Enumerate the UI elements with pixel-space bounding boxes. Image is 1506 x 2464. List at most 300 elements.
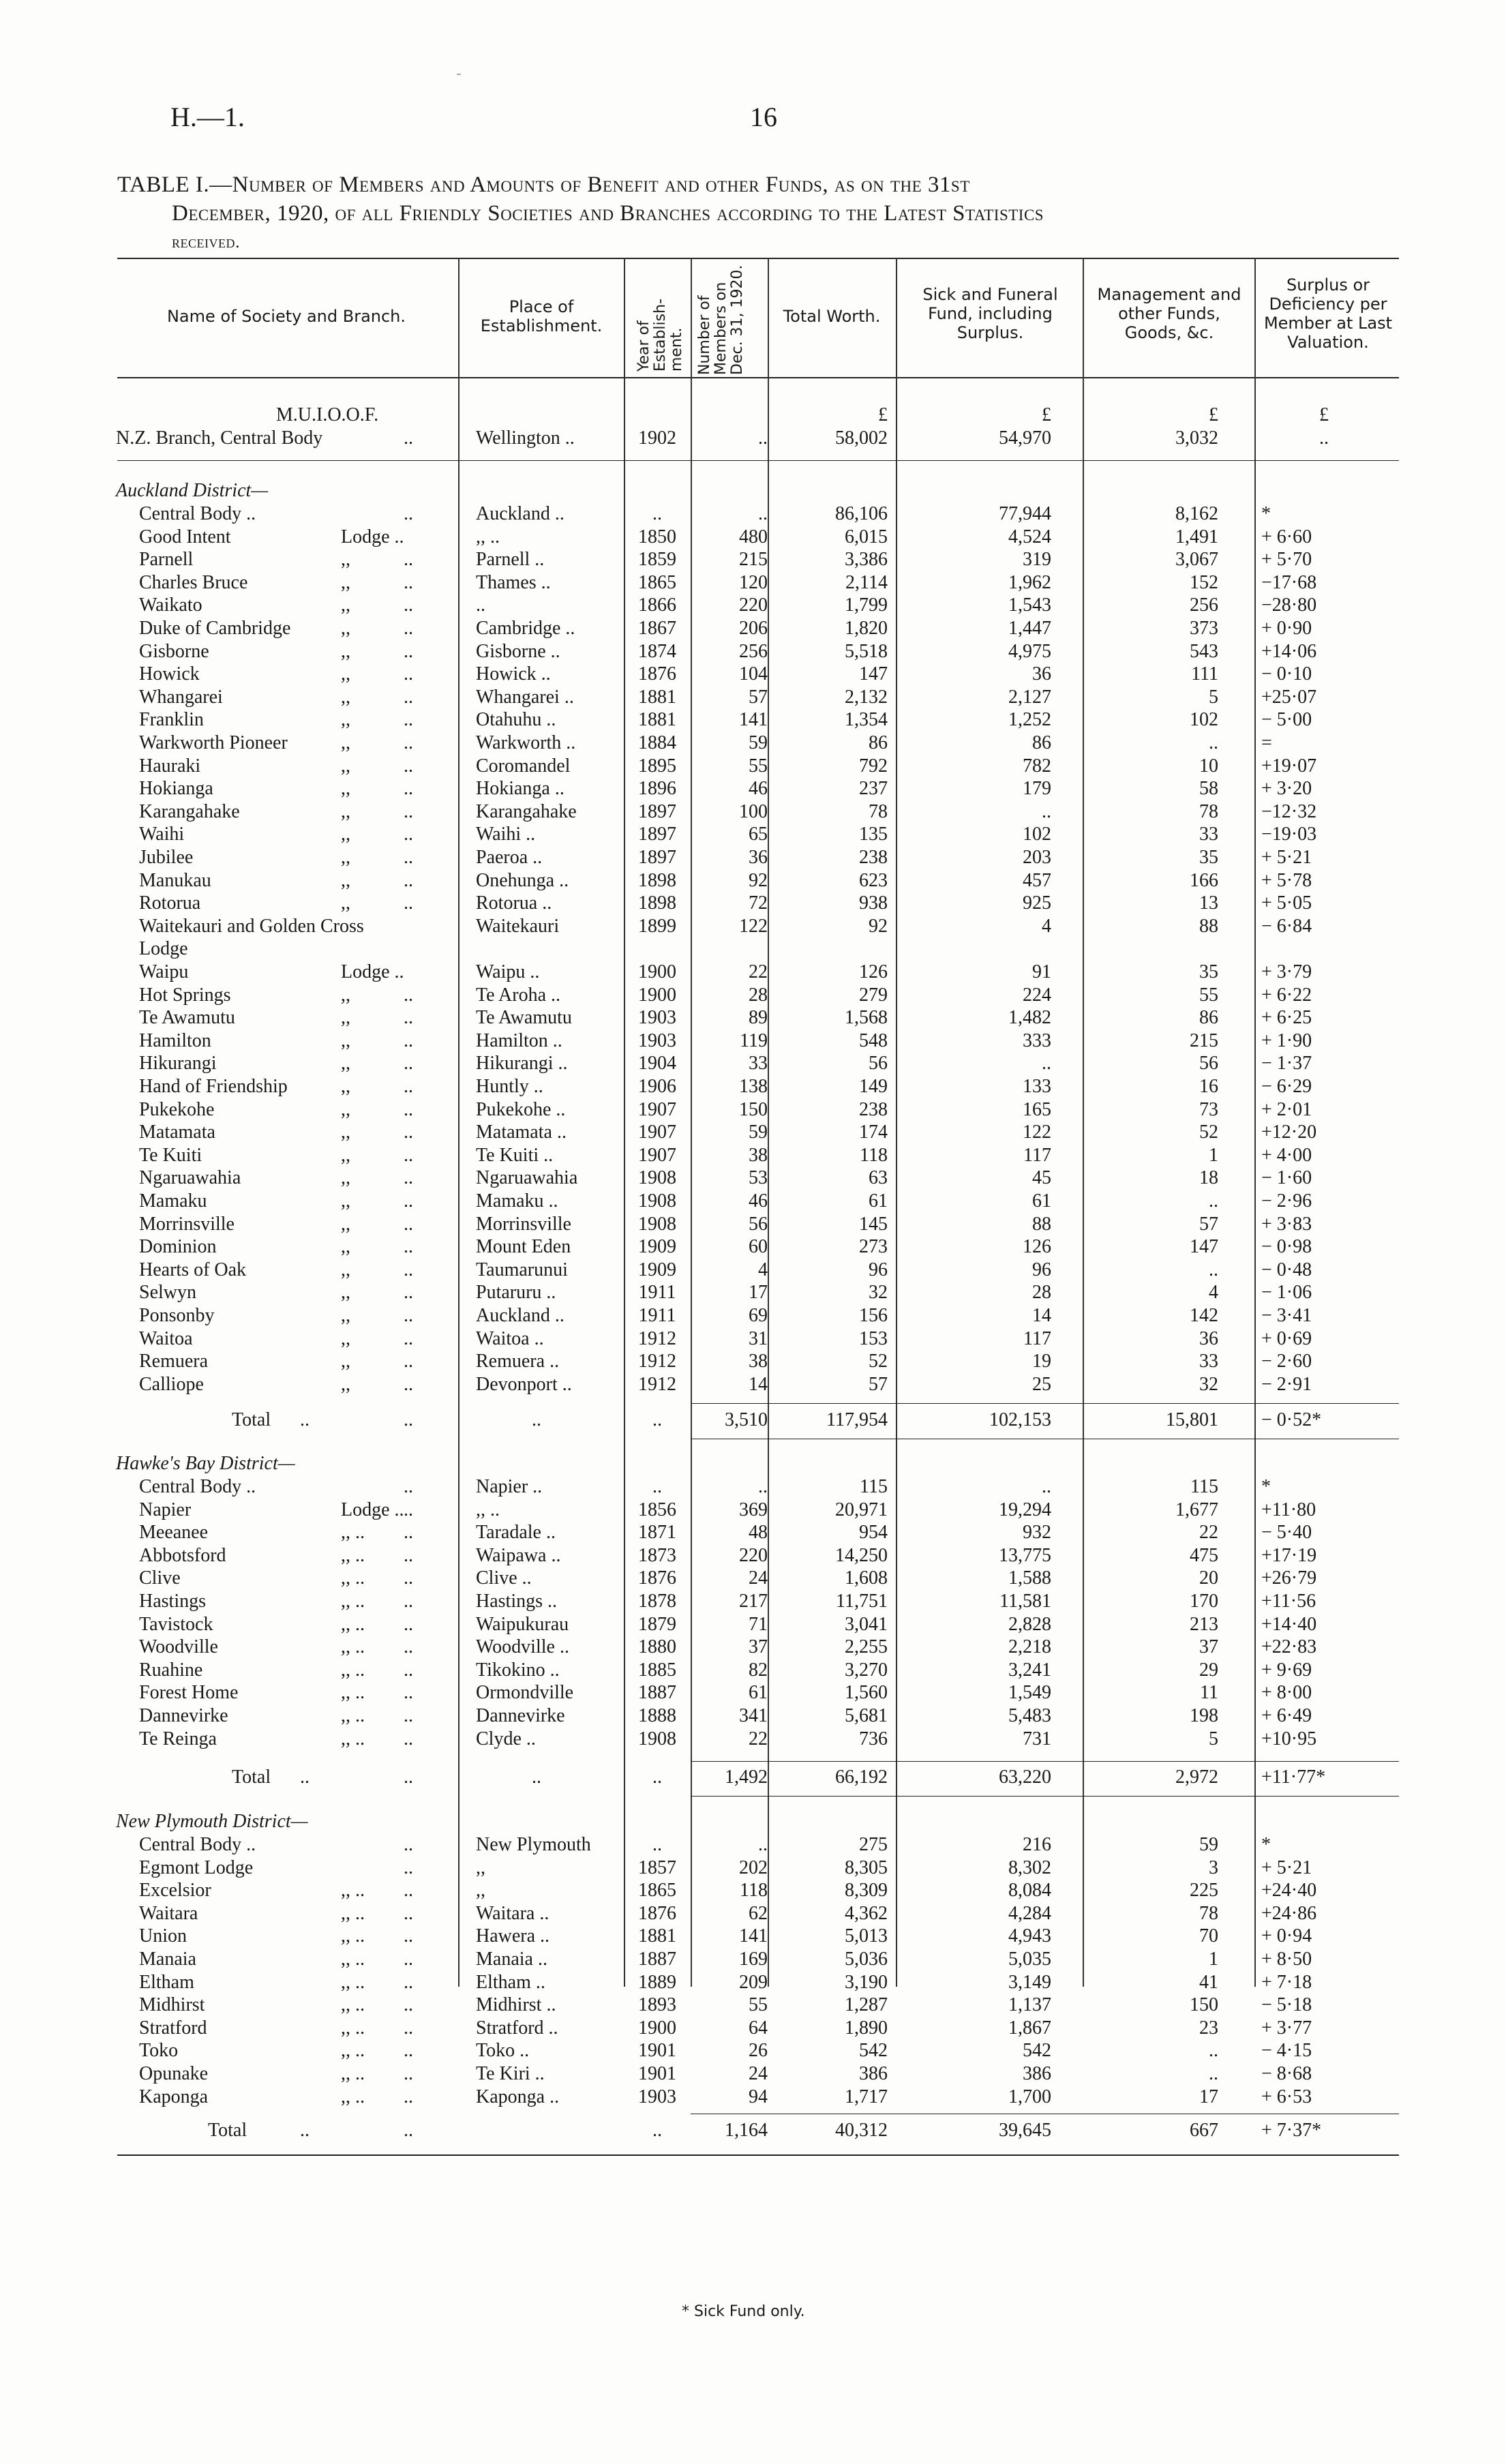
members: 48 — [749, 1522, 768, 1544]
dots: .. — [404, 1409, 413, 1430]
dots: .. — [404, 549, 413, 571]
surplus: + 7·37* — [1261, 2120, 1322, 2141]
surplus: − 1·37 — [1261, 1053, 1312, 1075]
year: 1907 — [638, 1122, 676, 1143]
members: 217 — [739, 1591, 768, 1612]
year: 1907 — [638, 1144, 676, 1166]
dots: .. — [404, 1122, 413, 1143]
year: 1909 — [638, 1259, 676, 1280]
dots: .. — [404, 1682, 413, 1704]
dots: .. — [404, 686, 413, 708]
branch-name: Pukekohe — [139, 1098, 215, 1120]
table-row — [0, 1971, 1506, 1994]
surplus: +11·56 — [1261, 1591, 1316, 1612]
total-worth: 118 — [860, 1144, 888, 1166]
management-fund: 23 — [1199, 2017, 1218, 2039]
year: .. — [652, 503, 662, 524]
management-fund: 150 — [1190, 1994, 1218, 2016]
dots: .. — [404, 1636, 413, 1658]
branch-name: Excelsior — [139, 1880, 211, 1902]
surplus: * — [1261, 1834, 1271, 1855]
district-name: New Plymouth District— — [116, 1811, 308, 1832]
surplus: = — [1261, 732, 1272, 753]
management-fund: 86 — [1199, 1007, 1218, 1029]
table-row — [0, 984, 1506, 1006]
dots: .. — [404, 595, 413, 616]
management-fund: 667 — [1190, 2120, 1218, 2141]
header-place: Place of Establishment. — [480, 297, 603, 335]
dots: .. — [404, 2120, 413, 2141]
dots: .. — [404, 2017, 413, 2039]
total-worth: 86,106 — [835, 503, 888, 524]
place: Waihi .. — [476, 824, 536, 845]
table-title — [117, 170, 1399, 256]
branch-name: Hauraki — [139, 755, 201, 777]
lodge-ditto: ,, — [341, 709, 350, 731]
place: Auckland .. — [476, 503, 564, 524]
members: 22 — [749, 961, 768, 982]
lodge-ditto: ,, — [341, 1305, 350, 1326]
year: 1874 — [638, 640, 676, 662]
members: 53 — [749, 1167, 768, 1189]
members: 141 — [739, 709, 768, 731]
table-row — [0, 526, 1506, 548]
members: 122 — [739, 915, 768, 937]
management-fund: 373 — [1190, 618, 1218, 639]
table-row — [0, 617, 1506, 640]
dots: .. — [404, 1282, 413, 1304]
sick-fund: 5,483 — [1008, 1705, 1051, 1726]
year: 1888 — [638, 1705, 676, 1726]
branch-name: Matamata — [139, 1122, 215, 1143]
place: Hastings .. — [476, 1591, 557, 1612]
total-worth: 1,608 — [845, 1567, 888, 1589]
year: 1884 — [638, 732, 676, 753]
year: 1873 — [638, 1544, 676, 1566]
district-heading — [0, 1810, 1506, 1833]
lodge-ditto: ,, .. — [341, 2063, 365, 2084]
branch-name: Te Kuiti — [139, 1144, 202, 1166]
dots: .. — [404, 755, 413, 777]
surplus: + 6·49 — [1261, 1705, 1312, 1726]
branch-name: Te Reinga — [139, 1728, 217, 1749]
members: 118 — [740, 1880, 768, 1902]
lodge-ditto: Lodge .. — [341, 526, 404, 547]
branch-name: Dannevirke — [139, 1705, 228, 1726]
dots: .. — [404, 800, 413, 822]
dots: .. — [404, 1167, 413, 1189]
members: .. — [758, 503, 768, 524]
dots: .. — [404, 2063, 413, 2084]
lodge-ditto: ,, .. — [341, 1682, 365, 1704]
branch-name: Hikurangi — [139, 1053, 217, 1075]
lodge-ditto: ,, — [341, 640, 350, 662]
table-row — [0, 823, 1506, 845]
sick-fund: 1,588 — [1008, 1567, 1051, 1589]
district-name: Auckland District— — [116, 480, 269, 501]
sick-fund: 925 — [1023, 892, 1051, 914]
dots: .. — [404, 1705, 413, 1726]
header-surplus: Surplus or Deficiency per Member at Last Valuation. — [1263, 275, 1393, 352]
sick-fund: 19 — [1032, 1351, 1051, 1372]
table-row — [0, 1075, 1506, 1098]
members: 36 — [749, 847, 768, 868]
lodge-ditto: ,, .. — [341, 1591, 365, 1612]
year: 1857 — [638, 1857, 676, 1878]
total-worth: 56 — [869, 1053, 888, 1075]
total-worth: 147 — [859, 663, 888, 685]
total-worth: 279 — [859, 984, 888, 1006]
management-fund: 225 — [1190, 1880, 1218, 1902]
members: 24 — [749, 2063, 768, 2084]
members: 1,492 — [725, 1767, 768, 1788]
branch-name: Ponsonby — [139, 1305, 215, 1326]
surplus: −12·32 — [1261, 800, 1317, 822]
members: 33 — [749, 1053, 768, 1075]
dots: .. — [404, 1499, 413, 1520]
surplus: − 1·60 — [1261, 1167, 1312, 1189]
year: 1911 — [638, 1305, 676, 1326]
branch-name: Tavistock — [139, 1613, 213, 1635]
table-row — [0, 686, 1506, 708]
year: 1893 — [638, 1994, 676, 2016]
place: Cambridge .. — [476, 618, 575, 639]
year: 1865 — [638, 571, 676, 593]
branch-name: Parnell — [139, 549, 194, 571]
surplus: + 0·94 — [1261, 1925, 1312, 1947]
members: 57 — [749, 686, 768, 708]
dots: .. — [300, 2120, 310, 2141]
dots: .. — [404, 1767, 413, 1788]
table-row — [0, 1030, 1506, 1052]
place: Te Awamutu — [476, 1007, 572, 1029]
sick-fund: 1,549 — [1008, 1682, 1051, 1704]
sick-fund: 1,700 — [1008, 2086, 1051, 2107]
members: 220 — [739, 595, 768, 616]
branch-name: Ruahine — [139, 1659, 203, 1681]
branch-name: Selwyn — [139, 1282, 196, 1304]
lodge-ditto: ,, — [341, 800, 350, 822]
title-line-2: December, 1920, of all Friendly Societies and Branches according to the Latest Statistics — [172, 201, 1044, 226]
sick-fund: 36 — [1032, 663, 1051, 685]
table-row — [0, 1499, 1506, 1521]
place: Huntly .. — [476, 1076, 543, 1097]
year: 1901 — [638, 2040, 676, 2062]
dots: .. — [404, 984, 413, 1006]
place: Te Aroha .. — [476, 984, 561, 1006]
management-fund: 52 — [1199, 1122, 1218, 1143]
table-row — [0, 1327, 1506, 1350]
management-fund: 142 — [1190, 1305, 1218, 1326]
branch-name: Waitoa — [139, 1327, 193, 1349]
total-worth: 61 — [869, 1190, 888, 1212]
table-row — [0, 1167, 1506, 1189]
dots: .. — [404, 1351, 413, 1372]
dots: .. — [404, 1007, 413, 1029]
place: Thames .. — [476, 571, 551, 593]
table-bottom-rule — [117, 2154, 1399, 2156]
surplus: −17·68 — [1261, 571, 1317, 593]
dots: .. — [404, 1476, 413, 1497]
surplus: + 7·18 — [1261, 1971, 1312, 1993]
year: .. — [652, 1409, 662, 1430]
lodge-ditto: ,, .. — [341, 1613, 365, 1635]
management-fund: 35 — [1199, 847, 1218, 868]
surplus: +24·86 — [1261, 1902, 1317, 1924]
surplus: + 0·69 — [1261, 1327, 1312, 1349]
title-line-3: received. — [172, 232, 240, 252]
branch-name: Lodge — [139, 938, 188, 960]
branch-name: Manaia — [139, 1949, 196, 1970]
table-row — [0, 1052, 1506, 1075]
year: 1903 — [638, 2086, 676, 2107]
lodge-ditto: ,, — [341, 618, 350, 639]
management-fund: .. — [1209, 2040, 1218, 2062]
management-fund: 2,972 — [1175, 1767, 1218, 1788]
surplus: − 1·06 — [1261, 1282, 1312, 1304]
sick-fund: 96 — [1032, 1259, 1051, 1280]
surplus: + 6·53 — [1261, 2086, 1312, 2107]
total-worth: 3,386 — [845, 549, 888, 571]
table-row — [0, 777, 1506, 800]
sick-fund: 216 — [1023, 1834, 1051, 1855]
sick-fund: 1,482 — [1008, 1007, 1051, 1029]
table-row — [0, 1006, 1506, 1029]
branch-name: Abbotsford — [139, 1544, 226, 1566]
dots: .. — [404, 892, 413, 914]
currency-symbol: £ — [878, 404, 888, 425]
lodge-ditto: ,, .. — [341, 1659, 365, 1681]
year: 1911 — [638, 1282, 676, 1304]
place: Hawera .. — [476, 1925, 550, 1947]
header-management: Management and other Funds, Goods, &c. — [1097, 285, 1241, 342]
management-fund: 152 — [1190, 571, 1218, 593]
members: 59 — [749, 732, 768, 753]
place: Onehunga .. — [476, 869, 569, 891]
sick-fund: 11,581 — [999, 1591, 1051, 1612]
branch-name: Hand of Friendship — [139, 1076, 288, 1097]
surplus: +11·77* — [1261, 1767, 1326, 1788]
year: 1901 — [638, 2063, 676, 2084]
total-worth: 135 — [859, 824, 888, 845]
branch-name: Te Awamutu — [139, 1007, 235, 1029]
total-worth: 623 — [859, 869, 888, 891]
surplus: + 8·00 — [1261, 1682, 1312, 1704]
lodge-ditto: ,, — [341, 1098, 350, 1120]
table-row — [0, 502, 1506, 525]
table-row — [0, 915, 1506, 937]
sick-fund: 2,127 — [1008, 686, 1051, 708]
sick-fund: 932 — [1023, 1522, 1051, 1544]
sick-fund: 4 — [1042, 915, 1051, 937]
lodge-ditto: ,, — [341, 595, 350, 616]
surplus: +17·19 — [1261, 1544, 1317, 1566]
surplus: + 0·90 — [1261, 618, 1312, 639]
total-rule — [691, 1761, 1399, 1762]
branch-name: Charles Bruce — [139, 571, 248, 593]
table-row — [0, 1259, 1506, 1281]
total-worth: 8,309 — [845, 1880, 888, 1902]
branch-name: Duke of Cambridge — [139, 618, 291, 639]
branch-name: N.Z. Branch, Central Body — [116, 427, 323, 449]
surplus: − 0·98 — [1261, 1236, 1312, 1258]
dots: .. — [404, 1925, 413, 1947]
place: Ngaruawahia — [476, 1167, 578, 1189]
members: 14 — [749, 1373, 768, 1395]
place: .. — [476, 595, 485, 616]
lodge-ditto: ,, .. — [341, 1880, 365, 1902]
year: 1908 — [638, 1167, 676, 1189]
district-heading — [0, 479, 1506, 502]
lodge-ditto: ,, .. — [341, 1544, 365, 1566]
lodge-ditto: ,, — [341, 663, 350, 685]
place: Paeroa .. — [476, 847, 543, 868]
members: 169 — [739, 1949, 768, 1970]
place: Kaponga .. — [476, 2086, 560, 2107]
year: 1912 — [638, 1373, 676, 1395]
total-worth: 115 — [860, 1476, 888, 1497]
table-row — [0, 640, 1506, 663]
members: 120 — [739, 571, 768, 593]
management-fund: 5 — [1209, 1728, 1218, 1749]
place: Manaia .. — [476, 1949, 547, 1970]
lodge-ditto: ,, .. — [341, 1971, 365, 1993]
branch-name: Napier — [139, 1499, 192, 1520]
management-fund: 1 — [1209, 1949, 1218, 1970]
management-fund: 78 — [1199, 1902, 1218, 1924]
dots: .. — [300, 1767, 310, 1788]
sick-fund: 39,645 — [999, 2120, 1051, 2141]
total-worth: 1,568 — [845, 1007, 888, 1029]
total-label: Total — [232, 1409, 271, 1430]
total-worth: 542 — [859, 2040, 888, 2062]
place: Mamaku .. — [476, 1190, 558, 1212]
total-row — [0, 1409, 1506, 1431]
table-row — [0, 427, 1506, 449]
table-row — [0, 1350, 1506, 1372]
branch-name: Eltham — [139, 1971, 194, 1993]
year: 1856 — [638, 1499, 676, 1520]
total-worth: 1,890 — [845, 2017, 888, 2039]
place: Remuera .. — [476, 1351, 560, 1372]
management-fund: 115 — [1190, 1476, 1218, 1497]
place: Hokianga .. — [476, 778, 564, 800]
lodge-ditto: ,, — [341, 686, 350, 708]
sick-fund: .. — [1042, 1053, 1051, 1075]
management-fund: .. — [1209, 1259, 1218, 1280]
lodge-ditto: ,, — [341, 1373, 350, 1395]
surplus: − 8·68 — [1261, 2063, 1312, 2084]
sick-fund: 122 — [1023, 1122, 1051, 1143]
table-row — [0, 2062, 1506, 2085]
year: 1908 — [638, 1213, 676, 1235]
members: 89 — [749, 1007, 768, 1029]
year: 1866 — [638, 595, 676, 616]
header-bottom-rule — [117, 377, 1399, 378]
lodge-ditto: Lodge .. — [341, 961, 404, 982]
lodge-ditto: ,, — [341, 1053, 350, 1075]
members: 56 — [749, 1213, 768, 1235]
total-worth: 4,362 — [845, 1902, 888, 1924]
dots: .. — [404, 1659, 413, 1681]
sick-fund: 2,828 — [1008, 1613, 1051, 1635]
management-fund: 166 — [1190, 869, 1218, 891]
sick-fund: 333 — [1023, 1030, 1051, 1051]
total-worth: 5,013 — [845, 1925, 888, 1947]
lodge-ditto: ,, .. — [341, 2017, 365, 2039]
place: Karangahake — [476, 800, 577, 822]
place: Clive .. — [476, 1567, 532, 1589]
year: 1881 — [638, 1925, 676, 1947]
branch-name: Waitara — [139, 1902, 198, 1924]
currency-symbol: £ — [1042, 404, 1051, 425]
dots: .. — [404, 640, 413, 662]
surplus: + 5·78 — [1261, 869, 1312, 891]
members: 65 — [749, 824, 768, 845]
lodge-ditto: ,, — [341, 1030, 350, 1051]
branch-name: Hamilton — [139, 1030, 211, 1051]
members: 61 — [749, 1682, 768, 1704]
management-fund: 13 — [1199, 892, 1218, 914]
table-row — [0, 1121, 1506, 1143]
table-row — [0, 1902, 1506, 1925]
total-worth: 273 — [859, 1236, 888, 1258]
branch-name: Kaponga — [139, 2086, 209, 2107]
management-fund: 41 — [1199, 1971, 1218, 1993]
lodge-ditto: ,, — [341, 778, 350, 800]
management-fund: 33 — [1199, 1351, 1218, 1372]
branch-name: Opunake — [139, 2063, 209, 2084]
sick-fund: 731 — [1023, 1728, 1051, 1749]
sick-fund: 102 — [1023, 824, 1051, 845]
total-rule — [691, 1796, 1399, 1797]
members: 119 — [740, 1030, 768, 1051]
management-fund: .. — [1209, 2063, 1218, 2084]
place: Clyde .. — [476, 1728, 536, 1749]
place: Pukekohe .. — [476, 1098, 566, 1120]
table-row — [0, 846, 1506, 869]
sick-fund: 8,302 — [1008, 1857, 1051, 1878]
members: 38 — [749, 1144, 768, 1166]
members: 92 — [749, 869, 768, 891]
management-fund: 1,677 — [1175, 1499, 1218, 1520]
year: 1904 — [638, 1053, 676, 1075]
total-worth: 1,717 — [845, 2086, 888, 2107]
table-row — [0, 1636, 1506, 1658]
place: Howick .. — [476, 663, 551, 685]
management-fund: 256 — [1190, 595, 1218, 616]
sick-fund: 61 — [1032, 1190, 1051, 1212]
dots: .. — [300, 1409, 310, 1430]
surplus: + 4·00 — [1261, 1144, 1312, 1166]
branch-name: Central Body .. — [139, 503, 256, 524]
total-worth: 1,287 — [845, 1994, 888, 2016]
currency-symbol: £ — [1209, 404, 1218, 425]
branch-name: Midhirst — [139, 1994, 205, 2016]
year: 1912 — [638, 1351, 676, 1372]
total-worth: 52 — [869, 1351, 888, 1372]
place: Warkworth .. — [476, 732, 576, 753]
place: Putaruru .. — [476, 1282, 556, 1304]
management-fund: 57 — [1199, 1213, 1218, 1235]
header-total-worth: Total Worth. — [783, 307, 881, 326]
year: .. — [652, 1767, 662, 1788]
management-fund: 15,801 — [1166, 1409, 1218, 1430]
total-worth: 5,681 — [845, 1705, 888, 1726]
sick-fund: 4,284 — [1008, 1902, 1051, 1924]
surplus: +19·07 — [1261, 755, 1317, 777]
total-worth: 149 — [859, 1076, 888, 1097]
